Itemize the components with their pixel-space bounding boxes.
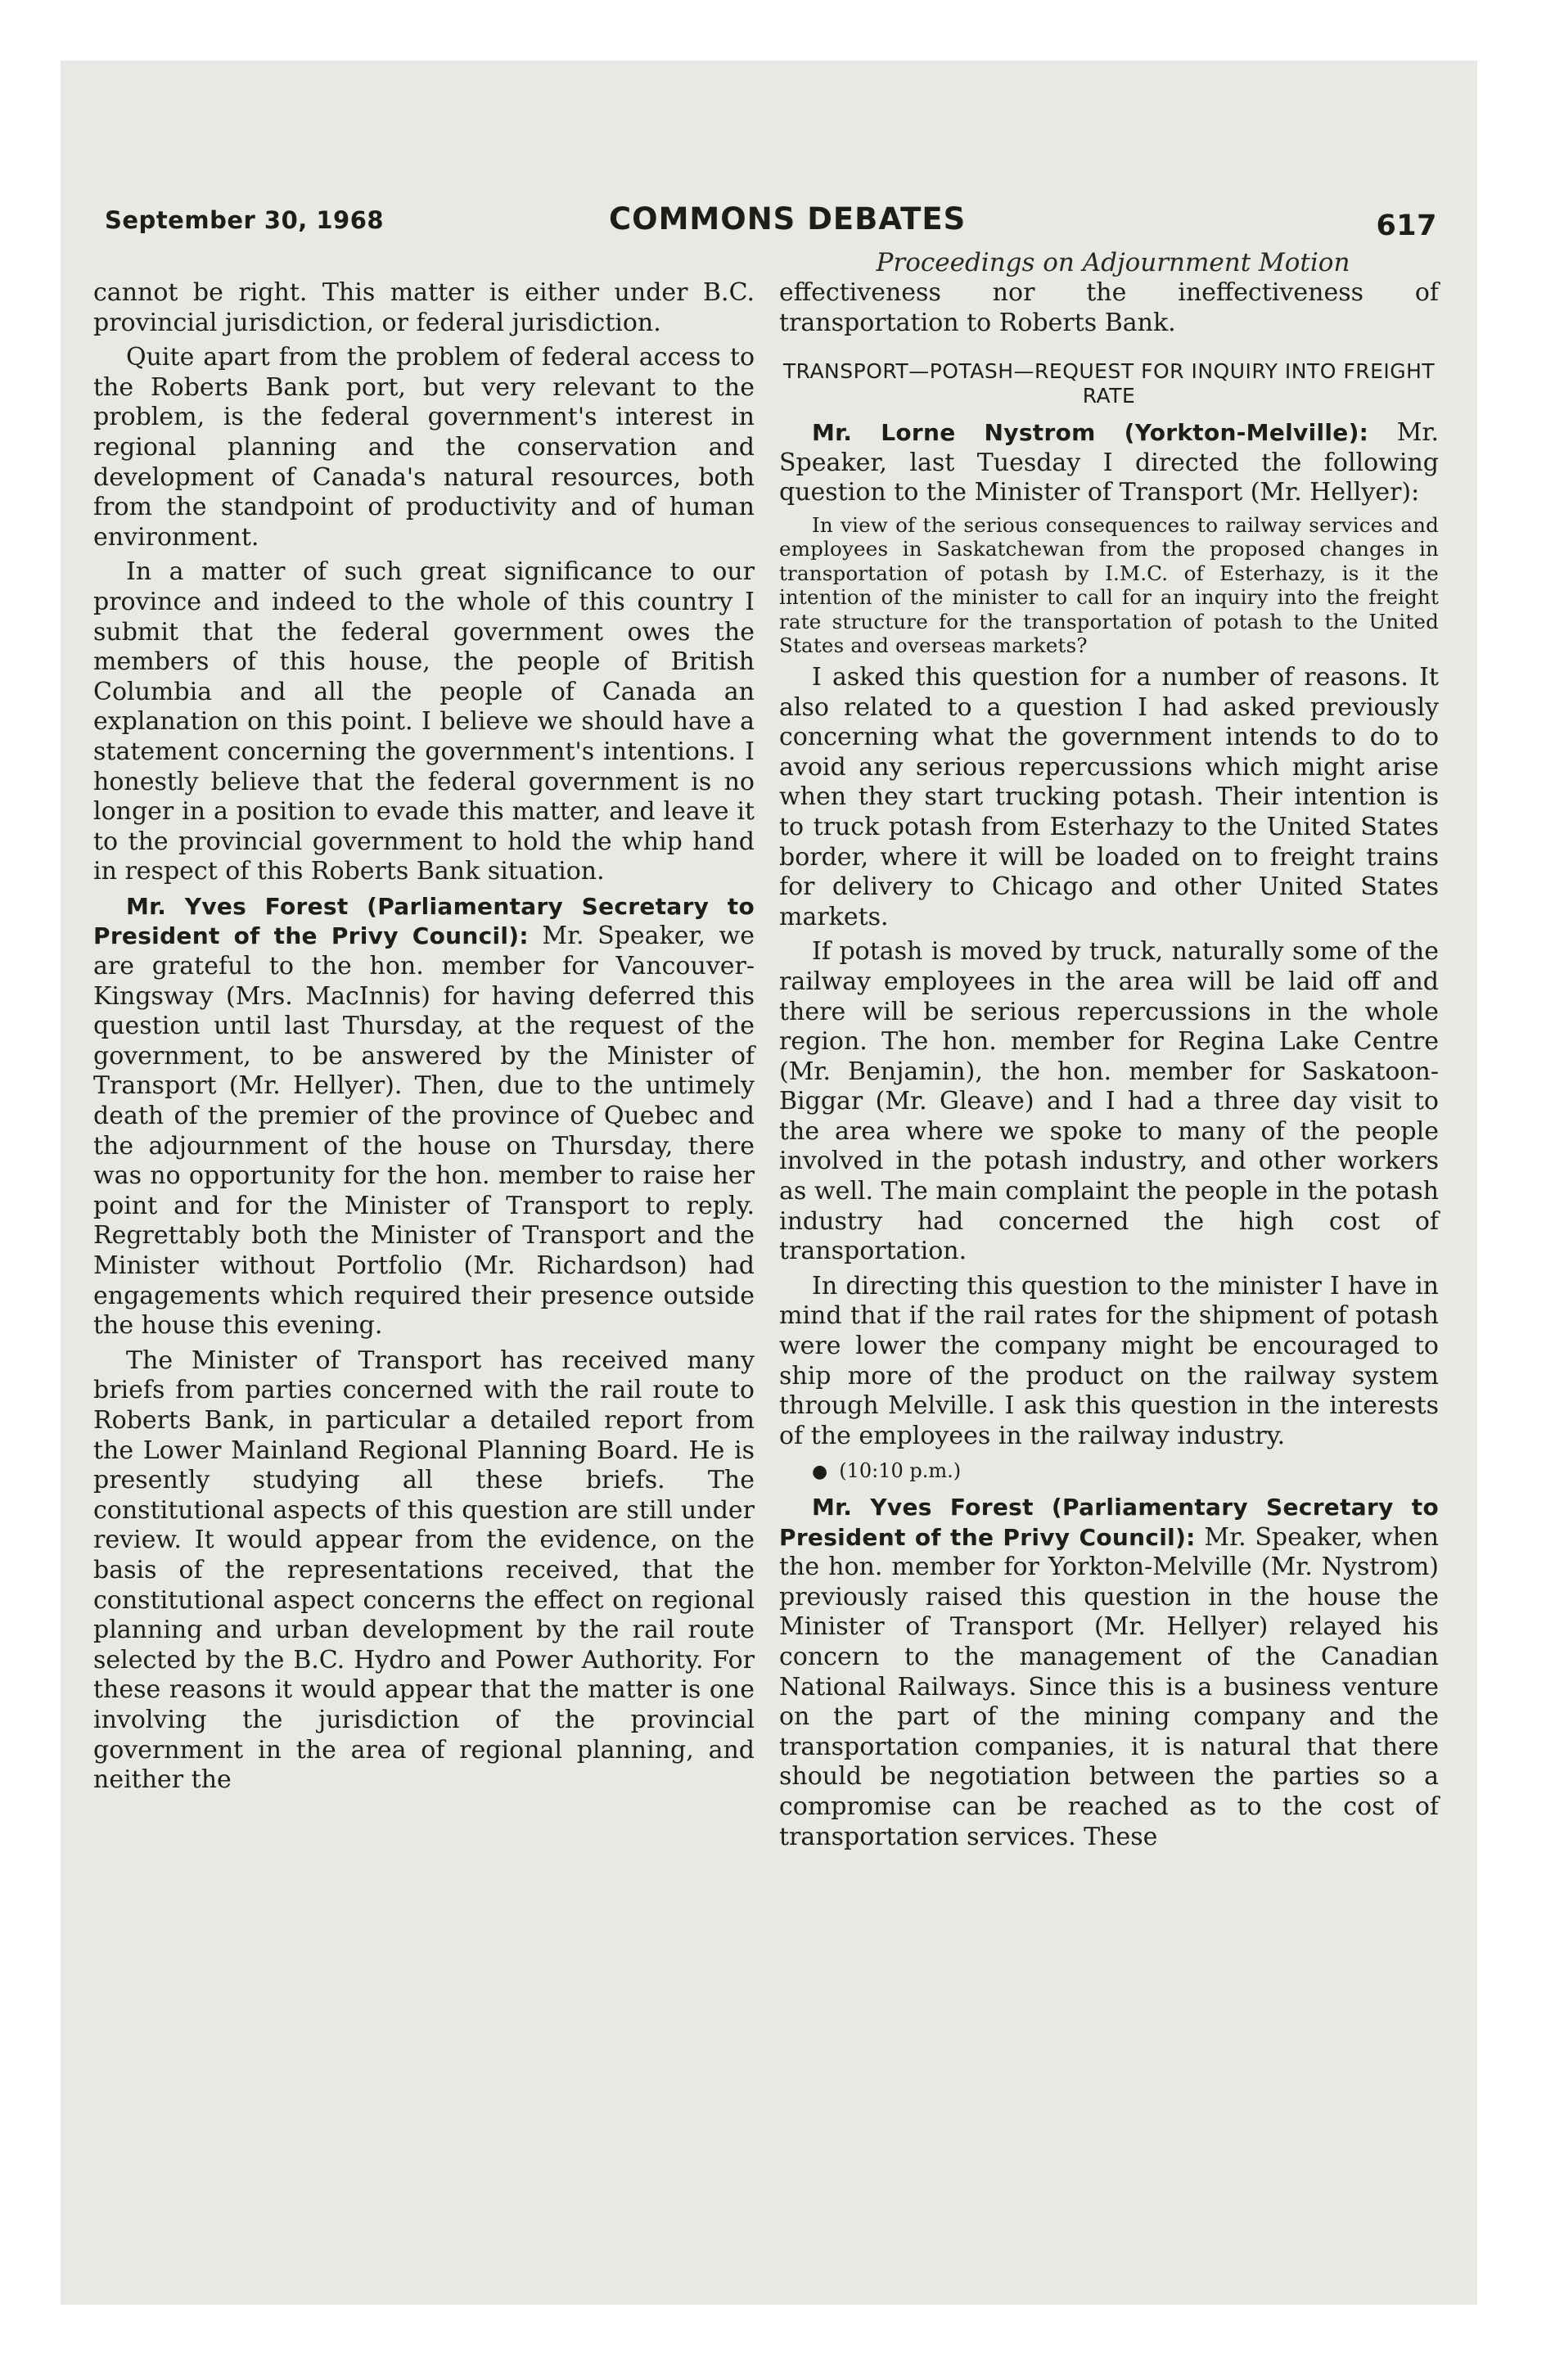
paragraph: effectiveness nor the ineffectiveness of transportation to Roberts Bank. (779, 278, 1439, 337)
speech-paragraph (779, 418, 1439, 508)
right-column (779, 278, 1439, 1857)
speech-text: Mr. Speaker, last Tuesday I directed the following question to the Minister of Transport (Mr. Hellyer): (779, 418, 1439, 507)
section-subheading: Proceedings on Adjournment Motion (876, 248, 1350, 277)
paragraph: Quite apart from the problem of federal access to the Roberts Bank port, but very relevant to the problem, is the federal government's interest in regional planning and the conservation and development of Canada's natural resources, both from the standpoint of productivity and of human environment. (93, 343, 755, 552)
speaker-name: Mr. Lorne Nystrom (Yorkton-Melville): (812, 419, 1369, 447)
bullet-icon: ● (812, 1462, 828, 1483)
speech-paragraph (93, 892, 755, 1341)
timestamp-text: (10:10 p.m.) (839, 1459, 962, 1483)
paragraph: I asked this question for a number of reasons. It also related to a question I had asked previously concerning what the government intends to do to avoid any serious repercussions which might arise when they start trucking potash. Their intention is to truck potash from Esterhazy to the United States border, where it will be loaded on to freight trains for delivery to Chicago and other United States markets. (779, 662, 1439, 931)
paragraph: In a matter of such great significance to our province and indeed to the whole of this country I submit that the federal government owes the members of this house, the people of British Columbia and all the people of Canada an explanation on this point. I believe we should have a statement concerning the government's intentions. I honestly believe that the federal government is no longer in a position to evade this matter, and leave it to the provincial government to hold the whip hand in respect of this Roberts Bank situation. (93, 557, 755, 886)
section-heading: TRANSPORT—POTASH—REQUEST FOR INQUIRY INTO FREIGHT RATE (782, 359, 1436, 408)
quoted-question: In view of the serious consequences to railway services and employees in Saskatchewan from the proposed changes in transportation of potash by I.M.C. of Esterhazy, is it the intention of the minister to call for an inquiry into the freight rate structure for the transportation of potash to the United States and overseas markets? (779, 512, 1439, 658)
speaker-name: Mr. Yves Forest (Parliamentary Secretary to President of the Privy Council): (779, 1494, 1439, 1551)
paragraph: The Minister of Transport has received many briefs from parties concerned with the rail route to Roberts Bank, in particular a detailed report from the Lower Mainland Regional Planning Board. He is presently studying all these briefs. The constitutional aspects of this question are still under review. It would appear from the evidence, on the basis of the representations received, that the constitutional aspect concerns the effect on regional planning and urban development by the rail route selected by the B.C. Hydro and Power Authority. For these reasons it would appear that the matter is one involving the jurisdiction of the provincial government in the area of regional planning, and neither the (93, 1346, 755, 1795)
left-column (93, 278, 755, 1801)
paragraph: In directing this question to the minister I have in mind that if the rail rates for the shipment of potash were lower the company might be encouraged to ship more of the product on the railway system through Melville. I ask this question in the interests of the employees in the railway industry. (779, 1271, 1439, 1450)
speech-text: Mr. Speaker, when the hon. member for Yorkton-Melville (Mr. Nystrom) previously raised this question in the house the Minister of Transport (Mr. Hellyer) relayed his concern to the management of the Canadian National Railways. Since this is a business venture on the part of the mining company and the transportation companies, it is natural that there should be negotiation between the parties so a compromise can be reached as to the cost of transportation services. These (779, 1522, 1440, 1851)
speech-text: Mr. Speaker, we are grateful to the hon. member for Vancouver-Kingsway (Mrs. MacInnis) for having deferred this question until last Thursday, at the request of the government, to be answered by the Minister of Transport (Mr. Hellyer). Then, due to the untimely death of the premier of the province of Quebec and the adjournment of the house on Thursday, there was no opportunity for the hon. member to raise her point and for the Minister of Transport to reply. Regrettably both the Minister of Transport and the Minister without Portfolio (Mr. Richardson) had engagements which required their presence outside the house this evening. (93, 922, 755, 1341)
header-date: September 30, 1968 (105, 206, 385, 234)
speaker-name: Mr. Yves Forest (Parliamentary Secretary to President of the Privy Council): (93, 892, 755, 950)
paragraph: cannot be right. This matter is either under B.C. provincial jurisdiction, or federal jurisdiction. (93, 278, 755, 337)
page-number: 617 (1376, 210, 1437, 242)
header-title: COMMONS DEBATES (609, 201, 967, 237)
speech-paragraph (779, 1493, 1439, 1852)
paragraph: If potash is moved by truck, naturally some of the railway employees in the area will be laid off and there will be serious repercussions in the whole region. The hon. member for Regina Lake Centre (Mr. Benjamin), the hon. member for Saskatoon-Biggar (Mr. Gleave) and I had a three day visit to the area where we spoke to many of the people involved in the potash industry, and other workers as well. The main complaint the people in the potash industry had concerned the high cost of transportation. (779, 937, 1439, 1266)
timestamp (779, 1456, 1439, 1488)
